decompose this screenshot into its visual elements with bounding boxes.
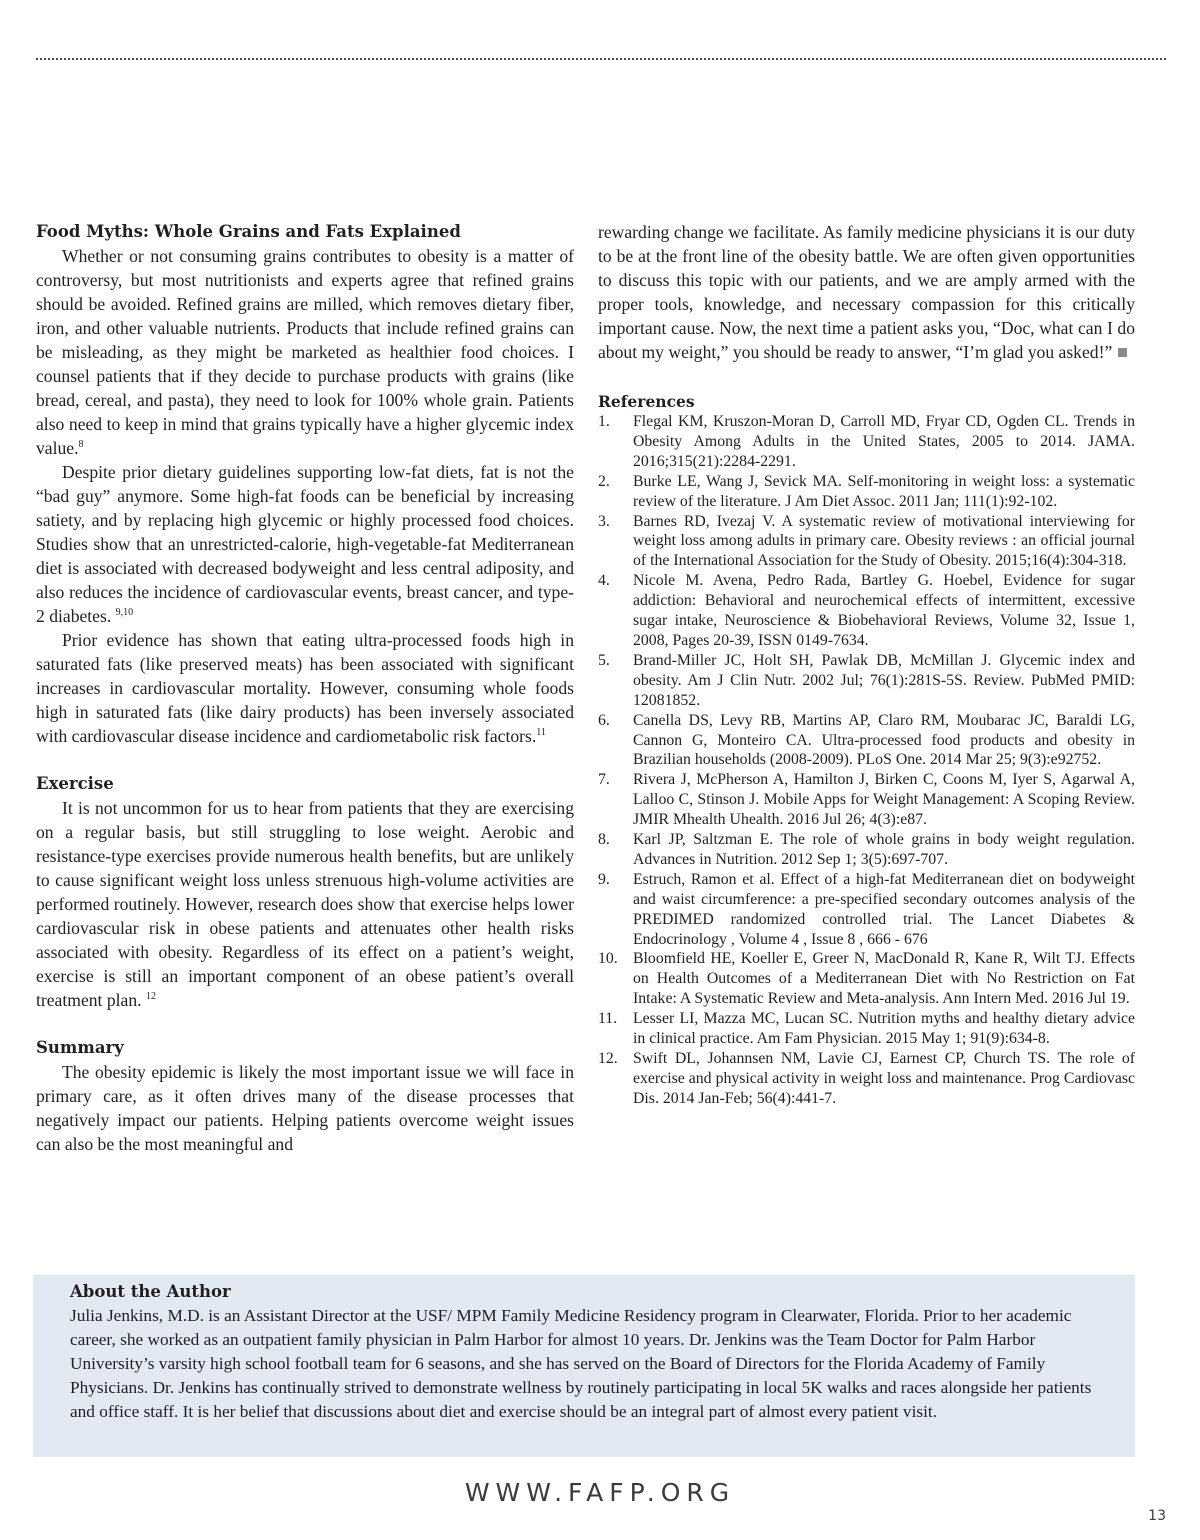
about-author-heading: About the Author <box>70 1282 231 1301</box>
summary-heading: Summary <box>36 1038 124 1057</box>
reference-text: Rivera J, McPherson A, Hamilton J, Birken C, Coons M, Iyer S, Agarwal A, Lalloo C, Stinson J. Mobile Apps for Weight Management: A Scoping Review. JMIR Mhealth Uhealth. 2016 Jul 26; 4(3):e87. <box>633 771 1135 829</box>
reference-text: Burke LE, Wang J, Sevick MA. Self-monitoring in weight loss: a systematic review of the literature. J Am Diet Assoc. 2011 Jan; 111(1):92-102. <box>633 472 1135 510</box>
food-myths-paragraph-3 <box>36 628 574 748</box>
paragraph-text: It is not uncommon for us to hear from patients that they are exercising on a regular basis, but still struggling to lose weight. Aerobic and resistance-type exercises provide numerous health benefits, but are unlikely to cause significant weight loss unless strenuous high-volume activities are performed routinely. However, research does show that exercise helps lower cardiovascular risk in obese patients and attenuates other health risks associated with obesity. Regardless of its effect on a patient’s weight, exercise is still an important component of an obese patient’s overall treatment plan. <box>36 798 574 1010</box>
summary-paragraph-continued <box>598 220 1135 364</box>
about-author-box <box>33 1275 1135 1457</box>
reference-number: 5. <box>598 651 610 669</box>
citation: 12 <box>145 991 156 1003</box>
reference-item <box>598 711 1135 771</box>
exercise-heading: Exercise <box>36 774 114 793</box>
reference-item <box>598 1009 1135 1049</box>
reference-item <box>598 651 1135 711</box>
reference-number: 11. <box>598 1010 618 1028</box>
reference-number: 12. <box>598 1050 618 1067</box>
end-of-article-mark <box>1118 348 1127 357</box>
reference-number: 10. <box>598 950 618 968</box>
citation: 8 <box>78 439 84 451</box>
reference-item <box>598 870 1135 950</box>
reference-text: Lesser LI, Mazza MC, Lucan SC. Nutrition myths and healthy dietary advice in clinical practice. Am Fam Physician. 2015 May 1; 91(9):634-8. <box>633 1010 1135 1048</box>
food-myths-paragraph-2 <box>36 460 574 628</box>
paragraph-text: rewarding change we facilitate. As family medicine physicians it is our duty to be at the front line of the obesity battle. We are often given opportunities to discuss this topic with our patients, and we are amply armed with the proper tools, knowledge, and necessary compassion for this critically important cause. Now, the next time a patient asks you, “Doc, what can I do about my weight,” you should be ready to answer, “I’m glad you asked!” <box>598 222 1135 362</box>
reference-text: Barnes RD, Ivezaj V. A systematic review of motivational interviewing for weight loss among adults in primary care. Obesity reviews : an official journal of the International Association for the Study of Obesity. 2015;16(4):304-318. <box>633 512 1135 570</box>
reference-number: 7. <box>598 771 610 789</box>
paragraph-text: Whether or not consuming grains contributes to obesity is a matter of controversy, but most nutritionists and experts agree that refined grains should be avoided. Refined grains are milled, which removes dietary fiber, iron, and other valuable nutrients. Products that include refined grains can be misleading, as they might be marketed as healthier food choices. I counsel patients that if they decide to purchase products with grains (like bread, cereal, and pasta), they need to look for 100% whole grain. Patients also need to keep in mind that grains typically have a higher glycemic index value. <box>36 246 574 458</box>
reference-text: Swift DL, Johannsen NM, Lavie CJ, Earnest CP, Church TS. The role of exercise and physical activity in weight loss and maintenance. Prog Cardiovasc Dis. 2014 Jan-Feb; 56(4):441-7. <box>633 1050 1135 1107</box>
reference-number: 2. <box>598 472 610 490</box>
summary-paragraph-start: The obesity epidemic is likely the most important issue we will face in primary care, as it often drives many of the disease processes that negatively impact our patients. Helping patients overcome weight issues can also be the most meaningful and <box>36 1062 574 1154</box>
right-column <box>598 220 1135 1109</box>
reference-number: 6. <box>598 711 610 729</box>
about-author-text: Julia Jenkins, M.D. is an Assistant Director at the USF/ MPM Family Medicine Residency program in Clearwater, Florida. Prior to her academic career, she worked as an outpatient family physician in Palm Harbor for almost 10 years. Dr. Jenkins was the Team Doctor for Palm Harbor University’s varsity high school football team for 6 seasons, and she has served on the Board of Directors for the Florida Academy of Family Physicians. Dr. Jenkins has continually strived to demonstrate wellness by routinely participating in local 5K walks and races alongside her patients and office staff. It is her belief that discussions about diet and exercise should be an integral part of almost every patient visit. <box>70 1306 1092 1421</box>
references-list <box>598 412 1135 1109</box>
reference-text: Nicole M. Avena, Pedro Rada, Bartley G. Hoebel, Evidence for sugar addiction: Behavioral and neurochemical effects of intermittent, excessive sugar intake, Neuroscience & Biobehavioral Reviews, Volume 32, Issue 1, 2008, Pages 20-39, ISSN 0149-7634. <box>633 572 1135 649</box>
reference-text: Flegal KM, Kruszon-Moran D, Carroll MD, Fryar CD, Ogden CL. Trends in Obesity Among Adults in the United States, 2005 to 2014. JAMA. 2016;315(21):2284-2291. <box>633 413 1135 470</box>
reference-text: Canella DS, Levy RB, Martins AP, Claro RM, Moubarac JC, Baraldi LG, Cannon G, Monteiro CA. Ultra-processed food products and obesity in Brazilian households (2008-2009). PLoS One. 2014 Mar 25; 9(3):e92752. <box>633 711 1135 769</box>
left-column <box>36 220 574 1156</box>
reference-item <box>598 949 1135 1009</box>
reference-number: 8. <box>598 831 610 849</box>
reference-item <box>598 1049 1135 1109</box>
reference-number: 1. <box>598 413 610 430</box>
exercise-paragraph <box>36 796 574 1012</box>
page-number: 13 <box>1148 1508 1166 1524</box>
top-dotted-rule <box>36 58 1166 60</box>
reference-item <box>598 770 1135 830</box>
paragraph-text: Despite prior dietary guidelines supporting low-fat diets, fat is not the “bad guy” anymore. Some high-fat foods can be beneficial by increasing satiety, and by replacing high glycemic or highly processed food choices. Studies show that an unrestricted-calorie, high-vegetable-fat Mediterranean diet is associated with decreased bodyweight and less central adiposity, and also reduces the incidence of cardiovascular events, breast cancer, and type-2 diabetes. <box>36 462 574 626</box>
food-myths-heading: Food Myths: Whole Grains and Fats Explained <box>36 222 461 241</box>
food-myths-paragraph-1 <box>36 244 574 460</box>
paragraph-text: Prior evidence has shown that eating ultra-processed foods high in saturated fats (like preserved meats) has been associated with significant increases in cardiovascular mortality. However, consuming whole foods high in saturated fats (like dairy products) has been inversely associated with cardiovascular disease incidence and cardiometabolic risk factors. <box>36 630 574 746</box>
reference-item <box>598 412 1135 472</box>
reference-text: Estruch, Ramon et al. Effect of a high-fat Mediterranean diet on bodyweight and waist circumference: a pre-specified secondary outcomes analysis of the PREDIMED randomized controlled trial. The Lancet Diabetes & Endocrinology , Volume 4 , Issue 8 , 666 - 676 <box>633 870 1135 948</box>
reference-text: Karl JP, Saltzman E. The role of whole grains in body weight regulation. Advances in Nutrition. 2012 Sep 1; 3(5):697-707. <box>633 831 1135 868</box>
reference-text: Brand-Miller JC, Holt SH, Pawlak DB, McMillan J. Glycemic index and obesity. Am J Clin Nutr. 2002 Jul; 76(1):281S-5S. Review. PubMed PMID: 12081852. <box>633 651 1135 709</box>
reference-item <box>598 472 1135 512</box>
citation: 9,10 <box>115 607 134 619</box>
reference-number: 9. <box>598 870 610 888</box>
reference-item <box>598 830 1135 870</box>
reference-number: 3. <box>598 512 610 530</box>
references-heading: References <box>598 392 695 411</box>
reference-item <box>598 571 1135 651</box>
citation: 11 <box>536 727 546 739</box>
reference-text: Bloomfield HE, Koeller E, Greer N, MacDonald R, Kane R, Wilt TJ. Effects on Health Outcomes of a Mediterranean Diet with No Restriction on Fat Intake: A Systematic Review and Meta-analysis. Ann Intern Med. 2016 Jul 19. <box>633 950 1135 1008</box>
reference-item <box>598 512 1135 572</box>
reference-number: 4. <box>598 572 610 590</box>
website-url[interactable]: WWW.FAFP.ORG <box>464 1478 736 1507</box>
